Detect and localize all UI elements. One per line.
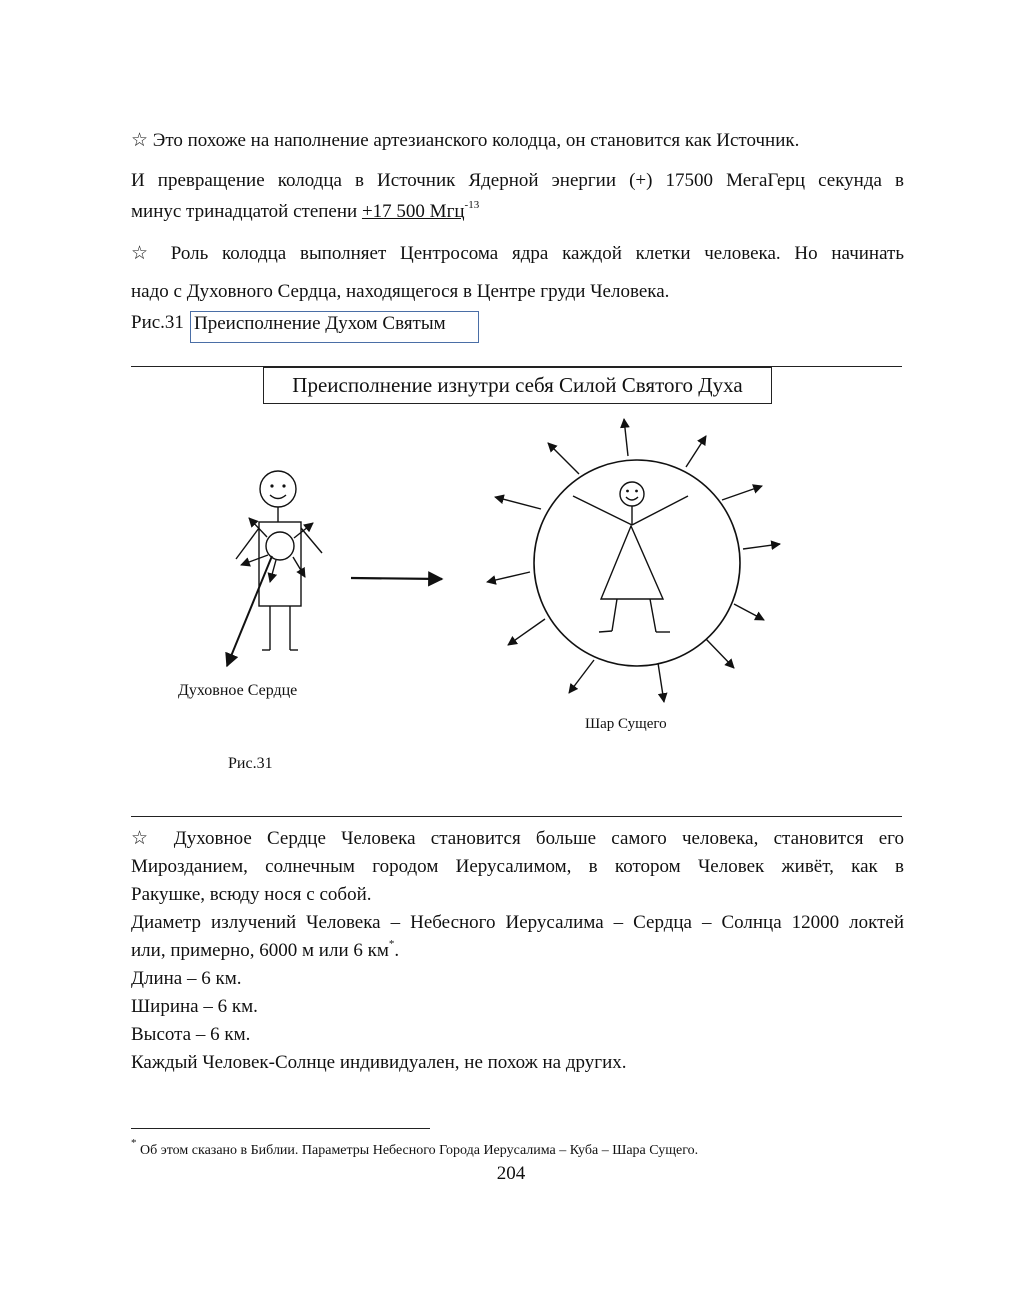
text-line: Диаметр излучений Человека – Небесного Иерусалима – Сердца – Солнца 12000 локтей [131, 912, 904, 933]
figure-title: Преисполнение изнутри себя Силой Святого Духа [292, 373, 743, 397]
text-line: Ширина – 6 км. [131, 996, 258, 1017]
footnote-mark[interactable]: * [388, 937, 395, 950]
text-line: Длина – 6 км. [131, 968, 242, 989]
sphere-figure [487, 419, 780, 702]
dress-triangle [601, 526, 663, 599]
label-figure-number: Рис.31 [228, 755, 273, 772]
text-line: Высота – 6 км. [131, 1024, 251, 1045]
paragraph-heart [131, 825, 904, 1077]
text-line: минус тринадцатой степени +17 500 Мгц$^{-13}$ [131, 198, 480, 222]
footnote-rule [131, 1128, 430, 1129]
radiation-arrows [487, 419, 780, 702]
figure-number: Рис.31 [131, 312, 184, 333]
label-spiritual-heart: Духовное Сердце [178, 682, 298, 699]
text-line: Мирозданием, солнечным городом Иерусалимом, в котором Человек живёт, как в [131, 856, 904, 877]
figure-caption: Преисполнение Духом Святым [194, 313, 446, 334]
footnote: * Об этом сказано в Библии. Параметры Небесного Города Иерусалима – Куба – Шара Сущего. [131, 1137, 699, 1158]
text-line: И превращение колодца в Источник Ядерной энергии (+) 17500 МегаГерц секунда в [131, 170, 904, 191]
exponent: -13 [464, 198, 480, 211]
divider-bottom [131, 816, 902, 817]
text-line: надо с Духовного Сердца, находящегося в Центре груди Человека. [131, 281, 670, 302]
frequency-value: +17 500 Мгц [361, 201, 465, 222]
text-line: ☆ Духовное Сердце Человека становится больше самого человека, становится его [131, 828, 904, 849]
text-line: Каждый Человек-Солнце индивидуален, не похож на других. [131, 1052, 627, 1073]
text-line: ☆ Роль колодца выполняет Центросома ядра каждой клетки человека. Но начинать [131, 243, 904, 264]
spiritual-heart-icon [266, 532, 294, 560]
label-sphere: Шар Сущего [585, 716, 667, 732]
transition-arrow [351, 578, 442, 579]
text-line: или, примерно, 6000 м или 6 км*. [131, 937, 400, 961]
page-number: 204 [496, 1163, 526, 1184]
head-icon [620, 482, 644, 506]
human-figure [227, 471, 322, 666]
head-icon [260, 471, 296, 507]
text-line: ☆ Это похоже на наполнение артезианского колодца, он становится как Источник. [131, 130, 800, 151]
text-line: Ракушке, всюду нося с собой. [131, 884, 372, 905]
